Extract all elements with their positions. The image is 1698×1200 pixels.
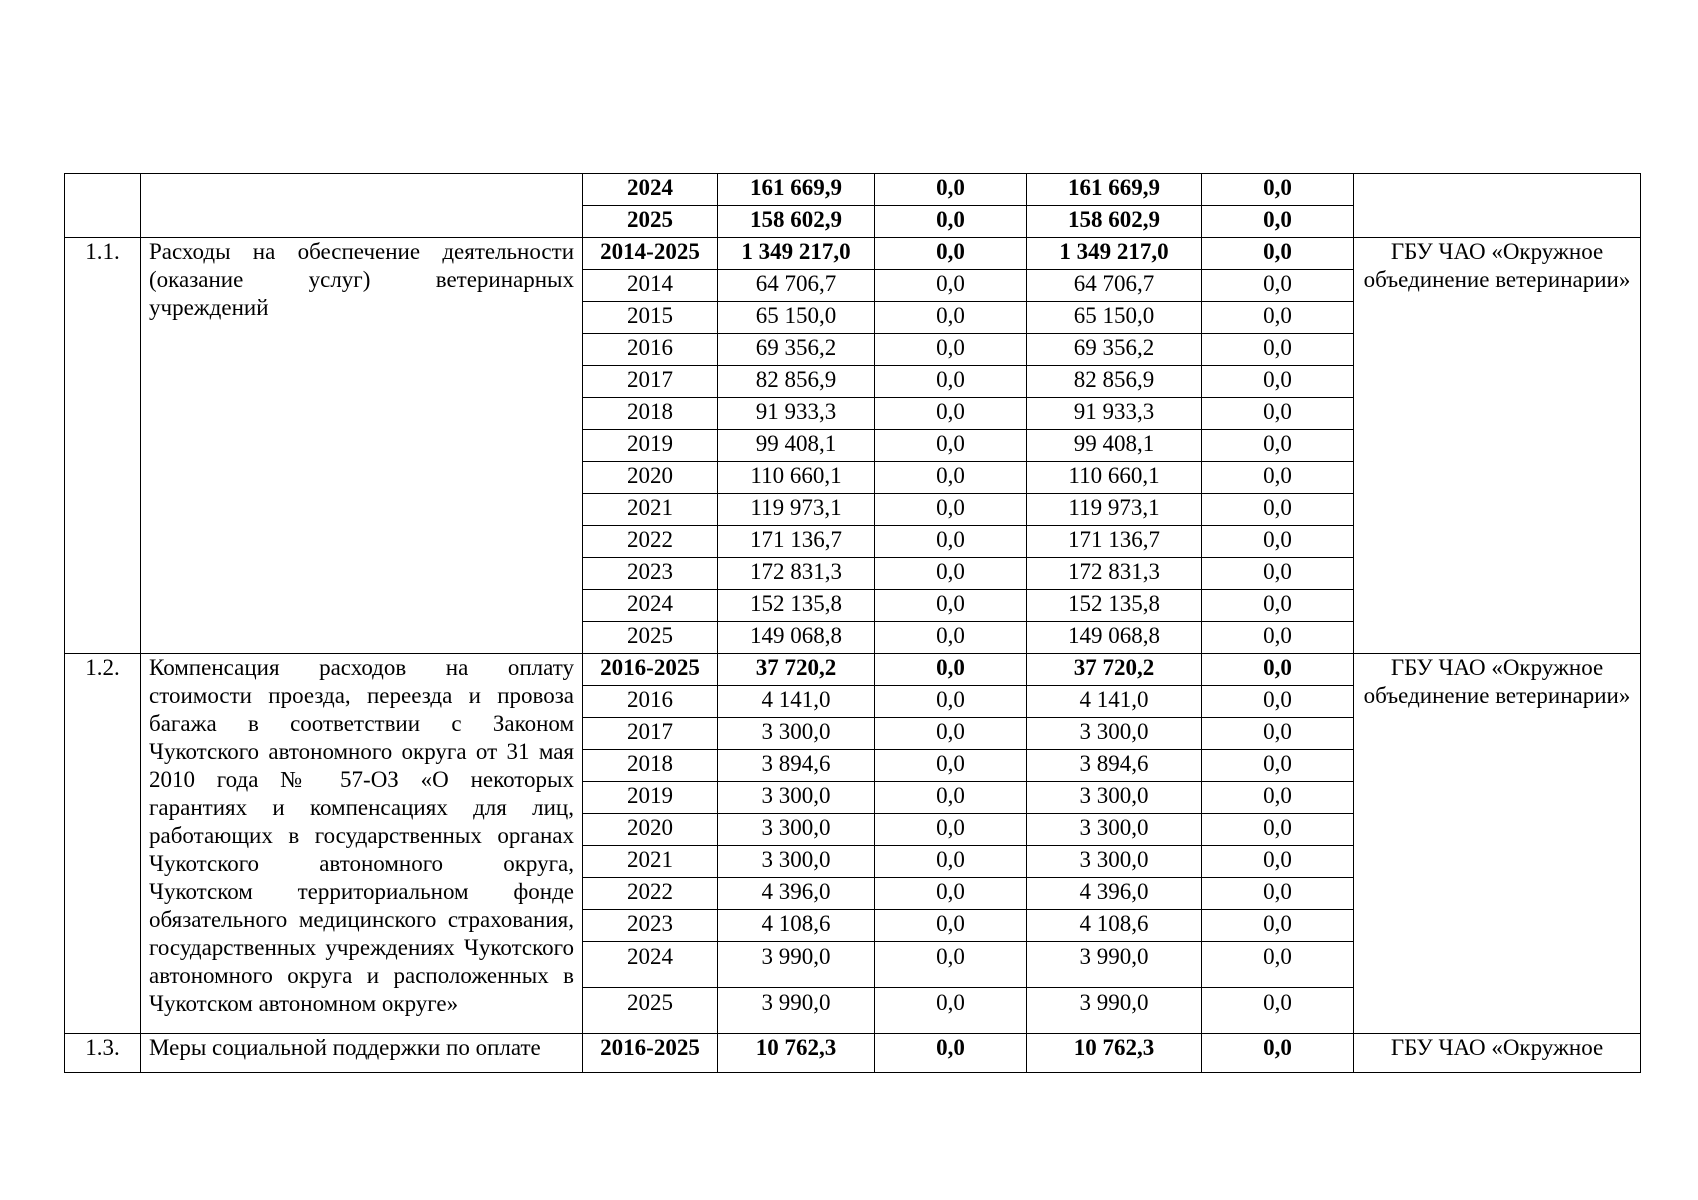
- other-cell: 0,0: [1202, 238, 1354, 270]
- other-cell: 0,0: [1202, 366, 1354, 398]
- total-cell: 152 135,8: [718, 590, 875, 622]
- federal-cell: 0,0: [875, 910, 1027, 942]
- year-cell: 2020: [583, 462, 718, 494]
- total-cell: 110 660,1: [718, 462, 875, 494]
- other-cell: 0,0: [1202, 846, 1354, 878]
- total-cell: 99 408,1: [718, 430, 875, 462]
- year-cell: 2021: [583, 494, 718, 526]
- other-cell: 0,0: [1202, 590, 1354, 622]
- total-cell: 4 141,0: [718, 686, 875, 718]
- district-cell: 99 408,1: [1027, 430, 1202, 462]
- year-cell: 2016: [583, 334, 718, 366]
- total-cell: 3 300,0: [718, 718, 875, 750]
- federal-cell: 0,0: [875, 366, 1027, 398]
- federal-cell: 0,0: [875, 398, 1027, 430]
- district-cell: 149 068,8: [1027, 622, 1202, 654]
- total-cell: 171 136,7: [718, 526, 875, 558]
- district-cell: 158 602,9: [1027, 206, 1202, 238]
- executor-cell: ГБУ ЧАО «Окружное: [1354, 1034, 1641, 1073]
- other-cell: 0,0: [1202, 750, 1354, 782]
- total-cell: 149 068,8: [718, 622, 875, 654]
- district-cell: 3 990,0: [1027, 988, 1202, 1034]
- year-cell: 2015: [583, 302, 718, 334]
- other-cell: 0,0: [1202, 270, 1354, 302]
- year-cell: 2018: [583, 750, 718, 782]
- district-cell: 1 349 217,0: [1027, 238, 1202, 270]
- other-cell: 0,0: [1202, 878, 1354, 910]
- total-cell: 10 762,3: [718, 1034, 875, 1073]
- federal-cell: 0,0: [875, 238, 1027, 270]
- other-cell: 0,0: [1202, 814, 1354, 846]
- federal-cell: 0,0: [875, 654, 1027, 686]
- federal-cell: 0,0: [875, 846, 1027, 878]
- year-cell: 2016-2025: [583, 654, 718, 686]
- federal-cell: 0,0: [875, 302, 1027, 334]
- district-cell: 3 894,6: [1027, 750, 1202, 782]
- federal-cell: 0,0: [875, 334, 1027, 366]
- other-cell: 0,0: [1202, 654, 1354, 686]
- total-cell: 4 108,6: [718, 910, 875, 942]
- section-number: 1.1.: [65, 238, 141, 654]
- year-cell: 2018: [583, 398, 718, 430]
- section-total-row: [65, 1034, 1641, 1073]
- other-cell: 0,0: [1202, 718, 1354, 750]
- federal-cell: 0,0: [875, 174, 1027, 206]
- federal-cell: 0,0: [875, 718, 1027, 750]
- year-cell: 2019: [583, 430, 718, 462]
- district-cell: 65 150,0: [1027, 302, 1202, 334]
- table-row: [65, 174, 1641, 206]
- total-cell: 119 973,1: [718, 494, 875, 526]
- district-cell: 3 300,0: [1027, 782, 1202, 814]
- district-cell: 82 856,9: [1027, 366, 1202, 398]
- total-cell: 3 300,0: [718, 782, 875, 814]
- federal-cell: 0,0: [875, 1034, 1027, 1073]
- section-total-row: [65, 654, 1641, 686]
- empty-executor-cell: [1354, 174, 1641, 238]
- federal-cell: 0,0: [875, 462, 1027, 494]
- district-cell: 152 135,8: [1027, 590, 1202, 622]
- federal-cell: 0,0: [875, 782, 1027, 814]
- empty-name-cell: [141, 174, 583, 238]
- federal-cell: 0,0: [875, 558, 1027, 590]
- total-cell: 158 602,9: [718, 206, 875, 238]
- other-cell: 0,0: [1202, 1034, 1354, 1073]
- year-cell: 2019: [583, 782, 718, 814]
- federal-cell: 0,0: [875, 494, 1027, 526]
- district-cell: 171 136,7: [1027, 526, 1202, 558]
- federal-cell: 0,0: [875, 878, 1027, 910]
- total-cell: 1 349 217,0: [718, 238, 875, 270]
- year-cell: 2023: [583, 910, 718, 942]
- year-cell: 2023: [583, 558, 718, 590]
- year-cell: 2025: [583, 988, 718, 1034]
- federal-cell: 0,0: [875, 942, 1027, 988]
- district-cell: 69 356,2: [1027, 334, 1202, 366]
- section-number: 1.3.: [65, 1034, 141, 1073]
- district-cell: 110 660,1: [1027, 462, 1202, 494]
- executor-cell: ГБУ ЧАО «Окружное объединение ветеринарии»: [1354, 654, 1641, 1034]
- other-cell: 0,0: [1202, 622, 1354, 654]
- total-cell: 3 300,0: [718, 846, 875, 878]
- total-cell: 161 669,9: [718, 174, 875, 206]
- total-cell: 172 831,3: [718, 558, 875, 590]
- district-cell: 4 396,0: [1027, 878, 1202, 910]
- federal-cell: 0,0: [875, 750, 1027, 782]
- district-cell: 37 720,2: [1027, 654, 1202, 686]
- federal-cell: 0,0: [875, 526, 1027, 558]
- other-cell: 0,0: [1202, 206, 1354, 238]
- federal-cell: 0,0: [875, 430, 1027, 462]
- district-cell: 3 300,0: [1027, 814, 1202, 846]
- total-cell: 4 396,0: [718, 878, 875, 910]
- total-cell: 69 356,2: [718, 334, 875, 366]
- year-cell: 2024: [583, 174, 718, 206]
- federal-cell: 0,0: [875, 270, 1027, 302]
- other-cell: 0,0: [1202, 494, 1354, 526]
- federal-cell: 0,0: [875, 206, 1027, 238]
- year-cell: 2017: [583, 718, 718, 750]
- federal-cell: 0,0: [875, 814, 1027, 846]
- federal-cell: 0,0: [875, 622, 1027, 654]
- year-cell: 2017: [583, 366, 718, 398]
- year-cell: 2016-2025: [583, 1034, 718, 1073]
- section-name: Расходы на обеспечение деятельности (оказание услуг) ветеринарных учреждений: [141, 238, 583, 654]
- other-cell: 0,0: [1202, 302, 1354, 334]
- district-cell: 3 990,0: [1027, 942, 1202, 988]
- federal-cell: 0,0: [875, 590, 1027, 622]
- section-name: Меры социальной поддержки по оплате: [141, 1034, 583, 1073]
- year-cell: 2014: [583, 270, 718, 302]
- other-cell: 0,0: [1202, 174, 1354, 206]
- year-cell: 2024: [583, 590, 718, 622]
- other-cell: 0,0: [1202, 430, 1354, 462]
- other-cell: 0,0: [1202, 782, 1354, 814]
- total-cell: 3 990,0: [718, 942, 875, 988]
- district-cell: 3 300,0: [1027, 846, 1202, 878]
- other-cell: 0,0: [1202, 462, 1354, 494]
- total-cell: 64 706,7: [718, 270, 875, 302]
- total-cell: 65 150,0: [718, 302, 875, 334]
- empty-num-cell: [65, 174, 141, 238]
- budget-table: [64, 173, 1641, 1073]
- year-cell: 2025: [583, 206, 718, 238]
- federal-cell: 0,0: [875, 988, 1027, 1034]
- other-cell: 0,0: [1202, 398, 1354, 430]
- district-cell: 119 973,1: [1027, 494, 1202, 526]
- year-cell: 2021: [583, 846, 718, 878]
- other-cell: 0,0: [1202, 942, 1354, 988]
- district-cell: 10 762,3: [1027, 1034, 1202, 1073]
- district-cell: 91 933,3: [1027, 398, 1202, 430]
- total-cell: 3 894,6: [718, 750, 875, 782]
- total-cell: 82 856,9: [718, 366, 875, 398]
- section-total-row: [65, 238, 1641, 270]
- section-name: Компенсация расходов на оплату стоимости проезда, переезда и провоза багажа в соответствии с Законом Чукотского автономного округа от 31 мая 2010 года № 57-ОЗ «О некоторых гарантиях и компенсациях для лиц, работающих в государственных органах Чукотского автономного округа, Чукотском территориальном фонде обязательного медицинского страхования, государственных учреждениях Чукотского автономного округа и расположенных в Чукотском автономном округе»: [141, 654, 583, 1034]
- district-cell: 4 141,0: [1027, 686, 1202, 718]
- district-cell: 3 300,0: [1027, 718, 1202, 750]
- district-cell: 64 706,7: [1027, 270, 1202, 302]
- other-cell: 0,0: [1202, 910, 1354, 942]
- total-cell: 91 933,3: [718, 398, 875, 430]
- year-cell: 2024: [583, 942, 718, 988]
- section-number: 1.2.: [65, 654, 141, 1034]
- other-cell: 0,0: [1202, 686, 1354, 718]
- other-cell: 0,0: [1202, 988, 1354, 1034]
- total-cell: 37 720,2: [718, 654, 875, 686]
- table-body: [65, 174, 1641, 1073]
- federal-cell: 0,0: [875, 686, 1027, 718]
- year-cell: 2020: [583, 814, 718, 846]
- year-cell: 2022: [583, 526, 718, 558]
- district-cell: 172 831,3: [1027, 558, 1202, 590]
- other-cell: 0,0: [1202, 334, 1354, 366]
- year-cell: 2025: [583, 622, 718, 654]
- district-cell: 161 669,9: [1027, 174, 1202, 206]
- district-cell: 4 108,6: [1027, 910, 1202, 942]
- year-cell: 2016: [583, 686, 718, 718]
- executor-cell: ГБУ ЧАО «Окружное объединение ветеринарии»: [1354, 238, 1641, 654]
- other-cell: 0,0: [1202, 558, 1354, 590]
- year-cell: 2014-2025: [583, 238, 718, 270]
- year-cell: 2022: [583, 878, 718, 910]
- total-cell: 3 300,0: [718, 814, 875, 846]
- other-cell: 0,0: [1202, 526, 1354, 558]
- total-cell: 3 990,0: [718, 988, 875, 1034]
